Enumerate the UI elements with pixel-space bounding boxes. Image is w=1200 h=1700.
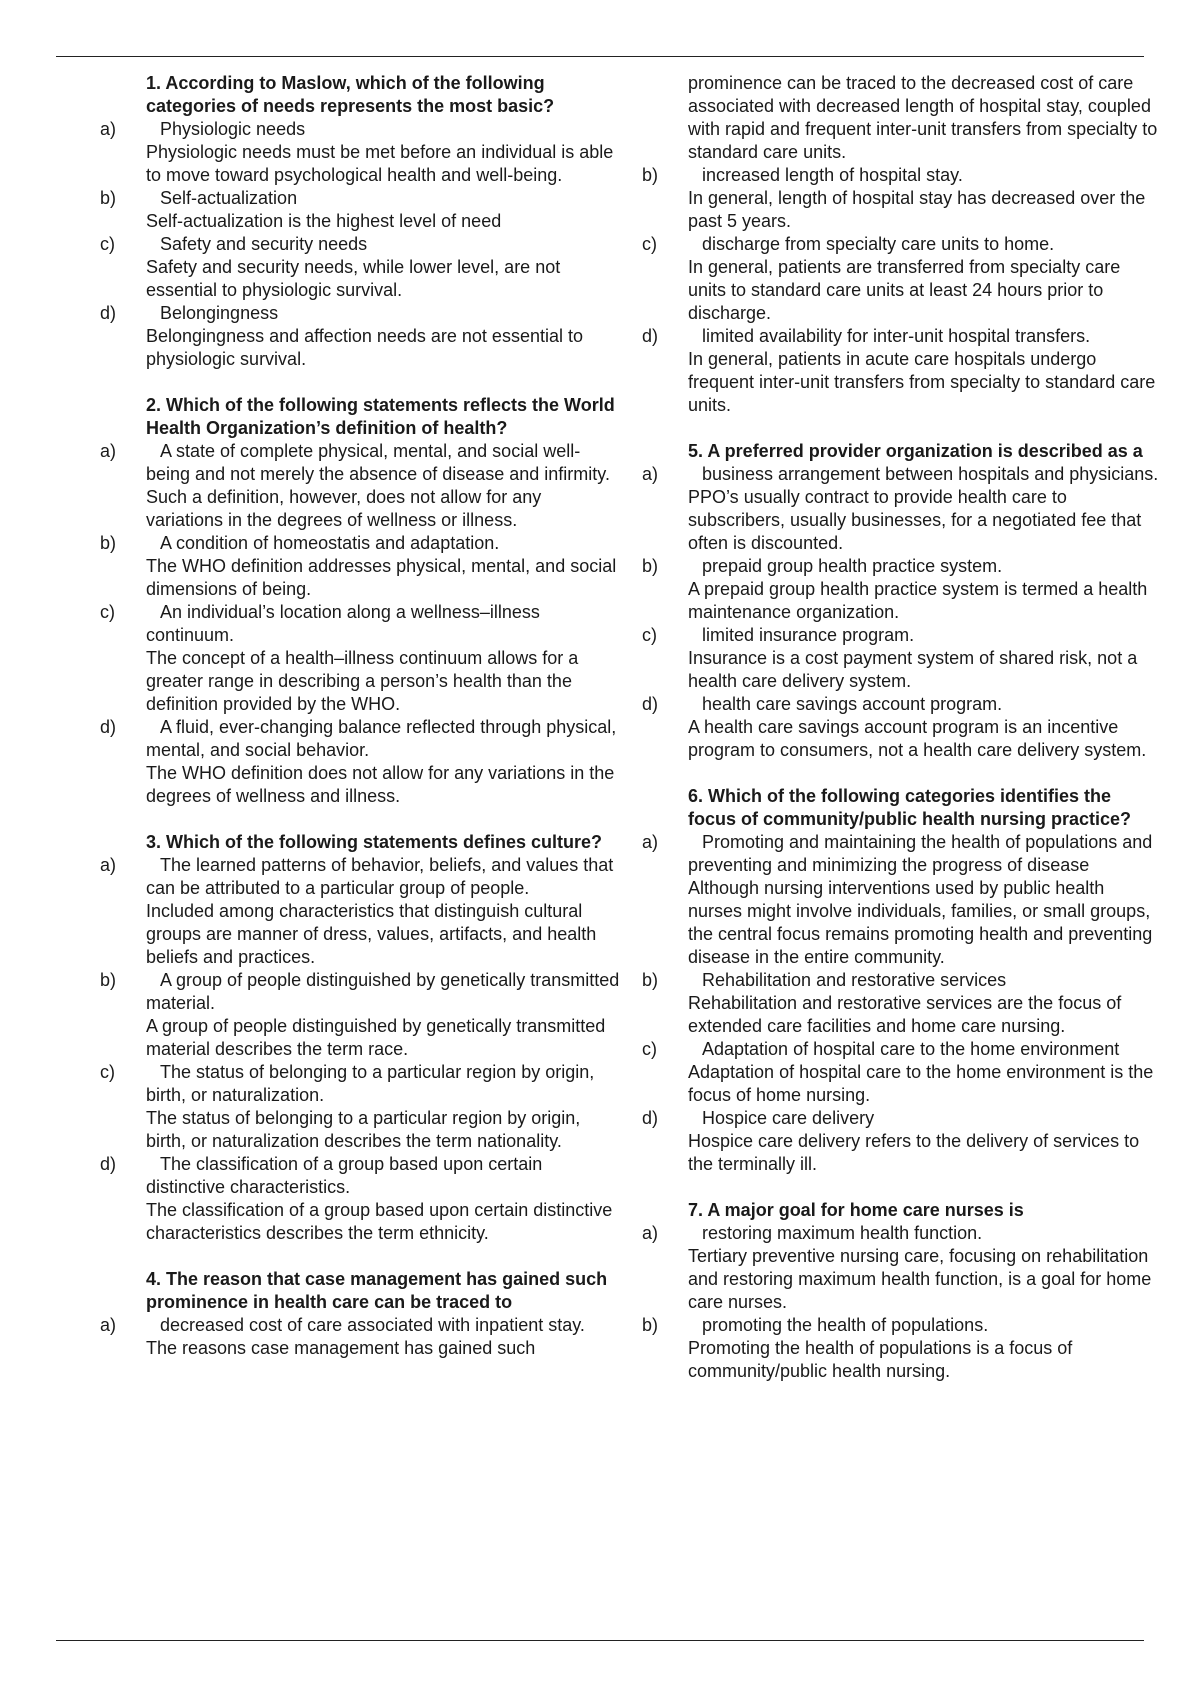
- option-explanation: Safety and security needs, while lower level, are not essential to physiologic survival.: [146, 257, 561, 300]
- top-rule: [56, 56, 1144, 57]
- option-a: [100, 440, 620, 486]
- option-text: The status of belonging to a particular region by origin, birth, or naturalization.: [146, 1062, 595, 1105]
- option-explanation: In general, length of hospital stay has decreased over the past 5 years.: [688, 188, 1146, 231]
- option-letter: a): [100, 1315, 117, 1335]
- option-letter: a): [100, 441, 117, 461]
- option-d: [642, 325, 1162, 348]
- option-c: [642, 1038, 1162, 1061]
- option-text: A group of people distinguished by genetically transmitted material.: [146, 970, 620, 1013]
- option-explanation: The WHO definition does not allow for any variations in the degrees of wellness and illness.: [146, 763, 615, 806]
- option-explanation: Self-actualization is the highest level of need: [146, 211, 502, 231]
- option-d: [642, 693, 1162, 716]
- question-5: [642, 440, 1162, 762]
- option-letter: b): [642, 970, 659, 990]
- option-letter: b): [100, 188, 117, 208]
- option-a: [100, 854, 620, 900]
- option-text: Promoting and maintaining the health of populations and preventing and minimizing the progress of disease: [688, 832, 1153, 875]
- option-text: Hospice care delivery: [702, 1108, 875, 1128]
- option-c: [100, 1061, 620, 1107]
- option-letter: d): [642, 694, 659, 714]
- option-text: restoring maximum health function.: [702, 1223, 983, 1243]
- option-text: Rehabilitation and restorative services: [702, 970, 1007, 990]
- option-explanation: Such a definition, however, does not allow for any variations in the degrees of wellness or illness.: [146, 487, 542, 530]
- option-explanation: Rehabilitation and restorative services are the focus of extended care facilities and home care nursing.: [688, 993, 1122, 1036]
- option-explanation: A prepaid group health practice system is termed a health maintenance organization.: [688, 579, 1148, 622]
- option-text: limited availability for inter-unit hospital transfers.: [702, 326, 1091, 346]
- option-explanation: Belongingness and affection needs are not essential to physiologic survival.: [146, 326, 583, 369]
- option-d: [100, 716, 620, 762]
- right-column: [642, 72, 1162, 1406]
- option-text: discharge from specialty care units to home.: [702, 234, 1055, 254]
- option-letter: d): [100, 303, 117, 323]
- option-a: [100, 118, 620, 141]
- option-c: [642, 624, 1162, 647]
- option-b: [100, 187, 620, 210]
- option-letter: c): [100, 234, 115, 254]
- option-letter: b): [100, 533, 117, 553]
- option-letter: a): [642, 832, 659, 852]
- option-text: The learned patterns of behavior, beliefs, and values that can be attributed to a particular group of people.: [146, 855, 614, 898]
- option-d: [100, 302, 620, 325]
- option-explanation: The status of belonging to a particular region by origin, birth, or naturalization describes the term nationality.: [146, 1108, 581, 1151]
- option-text: business arrangement between hospitals and physicians.: [702, 464, 1159, 484]
- question-text: 4. The reason that case management has gained such prominence in health care can be traced to: [146, 1269, 608, 1312]
- option-text: health care savings account program.: [702, 694, 1003, 714]
- option-c: [100, 233, 620, 256]
- option-letter: d): [100, 1154, 117, 1174]
- option-text: decreased cost of care associated with inpatient stay.: [160, 1315, 585, 1335]
- option-a: [642, 1222, 1162, 1245]
- question-2: [100, 394, 620, 808]
- option-b: [642, 164, 1162, 187]
- left-column: [100, 72, 620, 1360]
- question-text: 3. Which of the following statements defines culture?: [146, 832, 603, 852]
- option-explanation: Included among characteristics that distinguish cultural groups are manner of dress, values, artifacts, and health beliefs and practices.: [146, 901, 597, 967]
- question-6: [642, 785, 1162, 1176]
- bottom-rule: [56, 1640, 1144, 1641]
- option-explanation: Tertiary preventive nursing care, focusing on rehabilitation and restoring maximum health function, is a goal for home care nurses.: [688, 1246, 1152, 1312]
- option-letter: d): [642, 1108, 659, 1128]
- option-d: [100, 1153, 620, 1199]
- option-text: Adaptation of hospital care to the home environment: [702, 1039, 1120, 1059]
- option-letter: c): [642, 625, 657, 645]
- option-letter: a): [100, 855, 117, 875]
- question-4: [100, 1268, 620, 1360]
- option-text: An individual’s location along a wellness–illness continuum.: [146, 602, 540, 645]
- option-explanation: Insurance is a cost payment system of shared risk, not a health care delivery system.: [688, 648, 1138, 691]
- option-text: Self-actualization: [160, 188, 298, 208]
- question-7: [642, 1199, 1162, 1383]
- option-letter: d): [100, 717, 117, 737]
- option-explanation: Physiologic needs must be met before an individual is able to move toward psychological health and well-being.: [146, 142, 614, 185]
- option-explanation: In general, patients are transferred from specialty care units to standard care units at least 24 hours prior to discharge.: [688, 257, 1121, 323]
- option-a: [100, 1314, 620, 1337]
- option-d: [642, 1107, 1162, 1130]
- option-text: A fluid, ever-changing balance reflected through physical, mental, and social behavior.: [146, 717, 617, 760]
- option-letter: b): [642, 165, 659, 185]
- option-letter: b): [642, 556, 659, 576]
- option-b: [642, 1314, 1162, 1337]
- option-explanation: The concept of a health–illness continuum allows for a greater range in describing a person’s health than the definition provided by the WHO.: [146, 648, 579, 714]
- option-explanation: Adaptation of hospital care to the home environment is the focus of home nursing.: [688, 1062, 1154, 1105]
- option-explanation: The classification of a group based upon certain distinctive characteristics describes the term ethnicity.: [146, 1200, 613, 1243]
- option-b: [100, 969, 620, 1015]
- option-explanation: Hospice care delivery refers to the delivery of services to the terminally ill.: [688, 1131, 1140, 1174]
- question-text: 2. Which of the following statements reflects the World Health Organization’s definition of health?: [146, 395, 615, 438]
- option-explanation: In general, patients in acute care hospitals undergo frequent inter-unit transfers from specialty to standard care units.: [688, 349, 1156, 415]
- option-text: The classification of a group based upon certain distinctive characteristics.: [146, 1154, 543, 1197]
- question-1: [100, 72, 620, 371]
- option-text: increased length of hospital stay.: [702, 165, 963, 185]
- option-text: A state of complete physical, mental, and social well-being and not merely the absence of disease and infirmity.: [146, 441, 610, 484]
- option-a: [642, 831, 1162, 877]
- option-letter: c): [642, 234, 657, 254]
- option-explanation: A health care savings account program is an incentive program to consumers, not a health care delivery system.: [688, 717, 1147, 760]
- option-letter: a): [100, 119, 117, 139]
- option-letter: a): [642, 1223, 659, 1243]
- option-a: [642, 463, 1162, 486]
- question-3: [100, 831, 620, 1245]
- question-text: 7. A major goal for home care nurses is: [688, 1200, 1024, 1220]
- option-letter: c): [642, 1039, 657, 1059]
- question-text: 1. According to Maslow, which of the following categories of needs represents the most basic?: [146, 73, 555, 116]
- option-b: [642, 555, 1162, 578]
- option-letter: a): [642, 464, 659, 484]
- option-explanation: PPO’s usually contract to provide health care to subscribers, usually businesses, for a negotiated fee that often is discounted.: [688, 487, 1142, 553]
- option-text: Physiologic needs: [160, 119, 306, 139]
- option-explanation: A group of people distinguished by genetically transmitted material describes the term race.: [146, 1016, 606, 1059]
- option-text: promoting the health of populations.: [702, 1315, 989, 1335]
- option-explanation: Although nursing interventions used by public health nurses might involve individuals, families, or small groups, the central focus remains promoting health and preventing disease in the entire community.: [688, 878, 1153, 967]
- option-text: A condition of homeostatis and adaptation.: [160, 533, 500, 553]
- explanation-continuation: prominence can be traced to the decreased cost of care associated with decreased length of hospital stay, coupled with rapid and frequent inter-unit transfers from specialty to standard care units.: [688, 73, 1158, 162]
- option-b: [642, 969, 1162, 992]
- option-text: Belongingness: [160, 303, 279, 323]
- option-text: limited insurance program.: [702, 625, 915, 645]
- option-explanation: The WHO definition addresses physical, mental, and social dimensions of being.: [146, 556, 617, 599]
- option-text: prepaid group health practice system.: [702, 556, 1003, 576]
- option-c: [100, 601, 620, 647]
- option-c: [642, 233, 1162, 256]
- option-letter: c): [100, 602, 115, 622]
- option-explanation: The reasons case management has gained such: [146, 1338, 536, 1358]
- question-text: 5. A preferred provider organization is described as a: [688, 441, 1143, 461]
- option-letter: c): [100, 1062, 115, 1082]
- option-b: [100, 532, 620, 555]
- option-letter: d): [642, 326, 659, 346]
- option-letter: b): [100, 970, 117, 990]
- option-explanation: Promoting the health of populations is a focus of community/public health nursing.: [688, 1338, 1073, 1381]
- option-text: Safety and security needs: [160, 234, 368, 254]
- option-letter: b): [642, 1315, 659, 1335]
- question-4-continued: [642, 72, 1162, 417]
- question-text: 6. Which of the following categories identifies the focus of community/public health nursing practice?: [688, 786, 1132, 829]
